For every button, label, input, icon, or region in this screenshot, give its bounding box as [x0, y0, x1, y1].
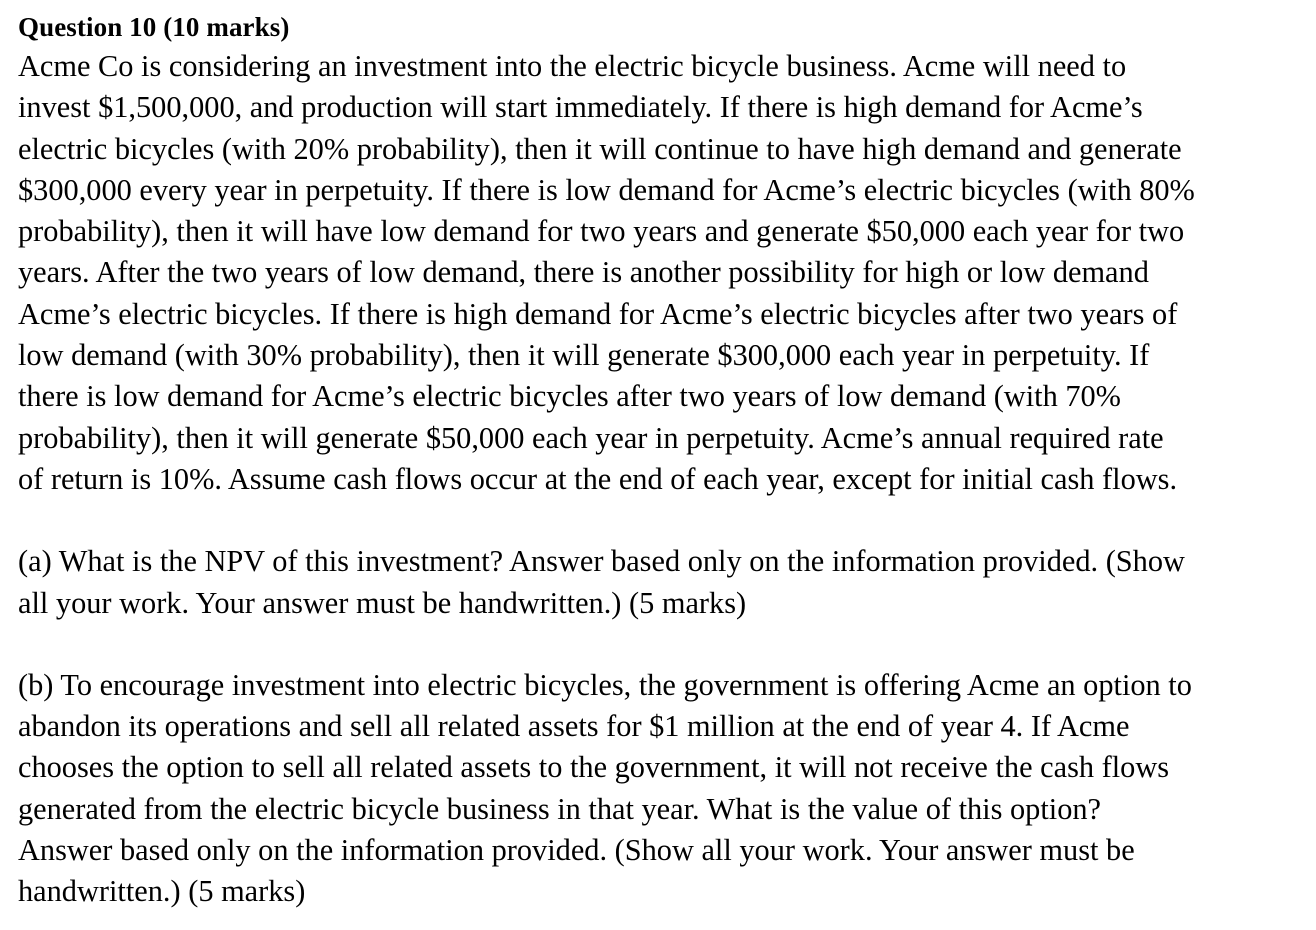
body-line: probability), then it will have low demand for two years and generate $50,000 each year for two	[18, 214, 1185, 249]
body-line: low demand (with 30% probability), then it will generate $300,000 each year in perpetuity. If	[18, 338, 1150, 373]
paragraph-spacer	[18, 624, 1314, 665]
part-b-line: handwritten.) (5 marks)	[18, 874, 306, 909]
body-line: of return is 10%. Assume cash flows occur at the end of each year, except for initial cash flows.	[18, 461, 1178, 496]
body-line: there is low demand for Acme’s electric bicycles after two years of low demand (with 70%	[18, 379, 1121, 414]
part-b-line: (b) To encourage investment into electric bicycles, the government is offering Acme an option to	[18, 667, 1192, 702]
paragraph-spacer	[18, 500, 1314, 541]
part-a	[18, 541, 1314, 624]
question-document	[18, 8, 1314, 913]
body-line: Acme’s electric bicycles. If there is high demand for Acme’s electric bicycles after two years of	[18, 296, 1178, 331]
question-body	[18, 46, 1314, 500]
part-a-line: all your work. Your answer must be handwritten.) (5 marks)	[18, 585, 747, 620]
body-line: Acme Co is considering an investment into the electric bicycle business. Acme will need to	[18, 49, 1127, 83]
body-line: electric bicycles (with 20% probability), then it will continue to have high demand and generate	[18, 131, 1182, 166]
body-line: $300,000 every year in perpetuity. If there is low demand for Acme’s electric bicycles (with 80%	[18, 172, 1195, 207]
part-b	[18, 665, 1314, 913]
part-b-line: Answer based only on the information provided. (Show all your work. Your answer must be	[18, 833, 1135, 868]
body-line: years. After the two years of low demand, there is another possibility for high or low demand	[18, 255, 1149, 290]
body-line: probability), then it will generate $50,000 each year in perpetuity. Acme’s annual required rate	[18, 420, 1164, 455]
part-b-line: generated from the electric bicycle business in that year. What is the value of this option?	[18, 791, 1102, 826]
part-b-line: chooses the option to sell all related assets to the government, it will not receive the cash flows	[18, 750, 1170, 785]
question-heading: Question 10 (10 marks)	[18, 12, 290, 42]
part-b-line: abandon its operations and sell all related assets for $1 million at the end of year 4. If Acme	[18, 709, 1130, 744]
body-line: invest $1,500,000, and production will start immediately. If there is high demand for Acme’s	[18, 90, 1143, 125]
part-a-line: (a) What is the NPV of this investment? Answer based only on the information provided. (Show	[18, 544, 1185, 579]
